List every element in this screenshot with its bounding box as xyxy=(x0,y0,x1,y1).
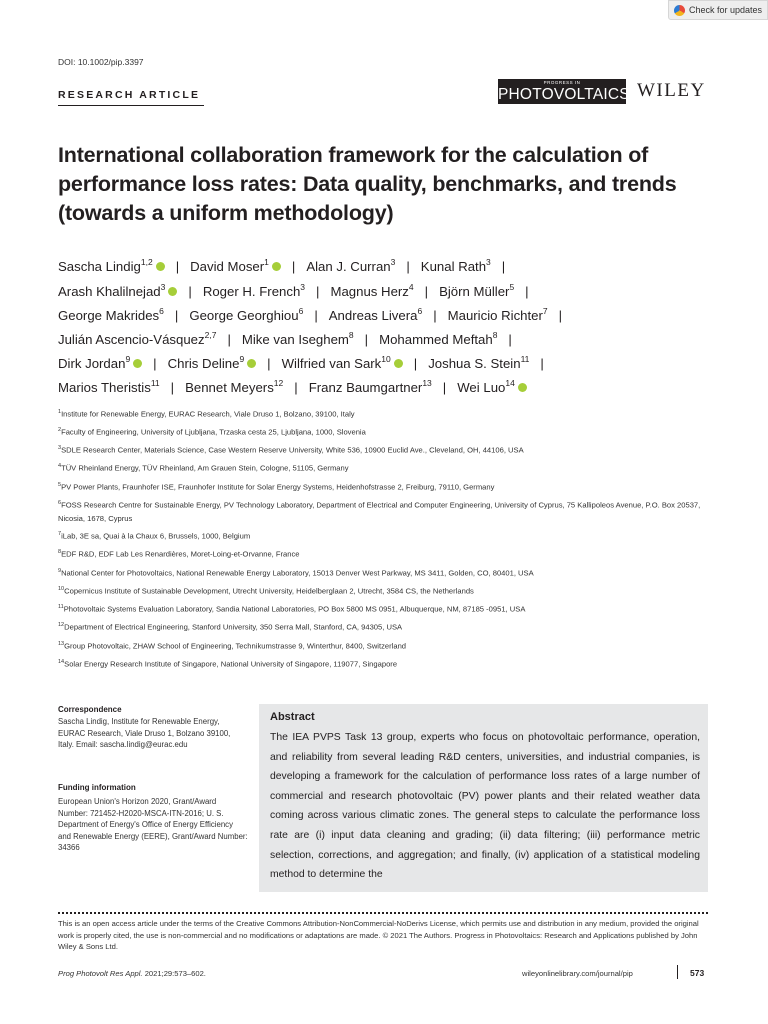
author-affiliation-marker: 3 xyxy=(160,282,166,292)
author-separator: | xyxy=(406,259,410,275)
author-name[interactable] xyxy=(58,332,216,347)
author-line xyxy=(58,258,516,274)
author-separator: | xyxy=(442,380,447,396)
author-separator: | xyxy=(188,284,192,300)
affiliation-number: 9 xyxy=(58,568,62,574)
author-affiliation-marker: 2,7 xyxy=(204,330,217,340)
affiliation-text: Group Photovoltaic, ZHAW School of Engineering, Technikumstrasse 9, Winterthur, 8400, Switzerland xyxy=(64,641,407,651)
affiliation-number: 5 xyxy=(58,482,62,488)
section-rule xyxy=(58,105,204,106)
author-affiliation-marker: 5 xyxy=(509,282,515,292)
author-name[interactable] xyxy=(242,332,354,347)
author-affiliation-marker: 3 xyxy=(390,257,396,267)
affiliation-number: 11 xyxy=(58,604,64,610)
author-name[interactable] xyxy=(309,380,432,395)
author-name[interactable] xyxy=(58,308,164,323)
affiliation-text: Solar Energy Research Institute of Singapore, National University of Singapore, 119077, Singapore xyxy=(64,659,398,669)
affiliation-text: Department of Electrical Engineering, Stanford University, 350 Serra Mall, Stanford, CA, 94305, USA xyxy=(64,622,403,632)
author-separator: | xyxy=(508,332,512,348)
author-name[interactable] xyxy=(306,259,395,274)
author-affiliation-marker: 1,2 xyxy=(140,257,153,267)
author-name-text: Mohammed Meftah xyxy=(379,332,493,348)
affiliation-number: 3 xyxy=(58,445,62,451)
correspondence-body: Sascha Lindig, Institute for Renewable Energy, EURAC Research, Viale Druso 1, Bolzano 39100, Italy. Email: sascha.lindig@eurac.edu xyxy=(58,717,231,749)
author-affiliation-marker: 11 xyxy=(520,354,530,364)
affiliation-number: 12 xyxy=(58,622,65,628)
author-affiliation-marker: 1 xyxy=(264,257,269,267)
author-affiliation-marker: 6 xyxy=(298,306,304,316)
author-name-text: Alan J. Curran xyxy=(306,259,391,275)
affiliation-text: National Center for Photovoltaics, National Renewable Energy Laboratory, 15013 Denver West Parkway, MS 3411, Golden, CO, 80401, USA xyxy=(61,568,534,578)
author-separator: | xyxy=(364,332,369,348)
author-affiliation-marker: 3 xyxy=(486,257,491,267)
affiliation-text: Faculty of Engineering, University of Ljubljana, Trzaska cesta 25, Ljubljana, 1000, Slovenia xyxy=(61,427,366,437)
author-name-text: Sascha Lindig xyxy=(58,259,141,275)
affiliation-item xyxy=(58,583,708,598)
author-name[interactable] xyxy=(379,332,497,347)
affiliation-text: FOSS Research Centre for Sustainable Energy, PV Technology Laboratory, Department of Electrical and Computer Engineering, University of Cyprus, 75 Kallipoleos Avenue, P.O. Box 20537, Nicosia, 1678, Cyprus xyxy=(58,500,701,523)
affiliation-item xyxy=(58,479,708,494)
author-affiliation-marker: 4 xyxy=(408,282,414,292)
orcid-icon[interactable] xyxy=(247,359,256,368)
author-separator: | xyxy=(413,356,418,372)
publisher-logo: WILEY xyxy=(637,80,706,101)
author-affiliation-marker: 8 xyxy=(492,330,498,340)
abstract-heading: Abstract xyxy=(270,711,315,723)
abstract-body: The IEA PVPS Task 13 group, experts who focus on photovoltaic performance, operation, and reliability from several leading R&D centers, universities, and industrial companies, is developing a framework for the calculation of performance loss rates of a large number of commercial and research photovoltaic (PV) power plants and their related weather data coming across various climatic zones. The general steps to calculate the performance loss rate are (i) input data cleaning and grading; (ii) data filtering; (iii) performance metric selection, corrections, and aggregation; and finally, (iv) application of a statistical modeling method to determine the xyxy=(270,732,700,881)
author-name[interactable] xyxy=(185,380,283,395)
author-separator: | xyxy=(291,259,296,275)
author-name-text: Franz Baumgartner xyxy=(308,380,423,396)
author-separator: | xyxy=(227,332,231,348)
orcid-icon[interactable] xyxy=(133,359,142,368)
author-name-text: George Georghiou xyxy=(189,308,299,324)
author-name[interactable] xyxy=(203,284,305,299)
footer-citation xyxy=(58,969,206,978)
author-name[interactable] xyxy=(421,259,491,274)
affiliation-item xyxy=(58,565,708,580)
author-separator: | xyxy=(153,356,157,372)
author-affiliation-marker: 3 xyxy=(300,282,306,292)
author-affiliation-marker: 6 xyxy=(417,306,423,316)
orcid-icon[interactable] xyxy=(156,262,165,271)
author-name[interactable] xyxy=(457,380,527,395)
license-divider xyxy=(58,912,708,914)
journal-logo-big: PHOTOVOLTAICS xyxy=(498,86,630,103)
affiliation-text: EDF R&D, EDF Lab Les Renardières, Moret-Loing-et-Orvanne, France xyxy=(61,549,300,559)
doi: DOI: 10.1002/pip.3397 xyxy=(58,57,144,67)
author-separator: | xyxy=(424,284,429,300)
author-name[interactable] xyxy=(428,356,529,371)
section-label: RESEARCH ARTICLE xyxy=(58,89,201,101)
affiliation-text: Photovoltaic Systems Evaluation Laboratory, Sandia National Laboratories, PO Box 5800 MS 0951, Albuquerque, NM, 87185 -0951, USA xyxy=(63,604,526,614)
author-separator: | xyxy=(316,284,320,300)
author-separator: | xyxy=(170,380,175,396)
author-name-text: Mike van Iseghem xyxy=(241,332,349,348)
author-name-text: Chris Deline xyxy=(167,356,240,372)
check-for-updates-label: Check for updates xyxy=(689,5,763,15)
footer-volume: 2021;29:573–602. xyxy=(144,969,206,978)
author-name-text: Kunal Rath xyxy=(420,259,487,275)
author-name-text: Bennet Meyers xyxy=(185,380,274,396)
orcid-icon[interactable] xyxy=(394,359,403,368)
affiliation-text: Copernicus Institute of Sustainable Development, Utrecht University, Heidelberglaan 2, Utrecht, 3584 CS, the Netherlands xyxy=(64,586,474,596)
author-name[interactable] xyxy=(190,259,281,274)
author-name[interactable] xyxy=(58,356,142,371)
page-number: 573 xyxy=(690,968,705,978)
author-line xyxy=(58,379,527,395)
affiliation-item xyxy=(58,442,708,457)
check-for-updates-button[interactable] xyxy=(668,0,768,20)
author-name[interactable] xyxy=(330,284,413,299)
affiliation-item xyxy=(58,546,708,561)
funding-body: European Union's Horizon 2020, Grant/Award Number: 721452-H2020-MSCA-ITN-2016; U. S. Department of Energy's Office of Energy Efficiency and Renewable Energy (EERE), Grant/Award Number: 34366 xyxy=(58,797,248,852)
author-line xyxy=(58,355,555,371)
author-name[interactable] xyxy=(448,308,548,323)
author-name-text: David Moser xyxy=(190,259,265,275)
affiliation-item xyxy=(58,601,708,616)
author-name-text: Arash Khalilnejad xyxy=(58,284,161,300)
affiliation-text: Institute for Renewable Energy, EURAC Research, Viale Druso 1, Bolzano, 39100, Italy xyxy=(61,409,355,419)
author-separator: | xyxy=(501,259,506,275)
affiliation-item xyxy=(58,497,708,525)
author-affiliation-marker: 11 xyxy=(150,378,160,388)
author-line xyxy=(58,307,573,323)
article-title: International collaboration framework for the calculation of performance loss rates: Data quality, benchmarks, and trends (towards a uniform methodology) xyxy=(58,143,677,225)
author-name[interactable] xyxy=(439,284,514,299)
author-affiliation-marker: 9 xyxy=(125,354,131,364)
footer-url[interactable]: wileyonlinelibrary.com/journal/pip xyxy=(522,969,633,978)
author-name-text: Björn Müller xyxy=(439,284,510,300)
author-name[interactable] xyxy=(189,308,303,323)
affiliation-number: 6 xyxy=(58,500,62,506)
affiliation-text: SDLE Research Center, Materials Science, Case Western Reserve University, White 536, 10900 Euclid Ave., Cleveland, OH, 44106, USA xyxy=(61,445,524,455)
author-affiliation-marker: 6 xyxy=(159,306,164,316)
author-name-text: Joshua S. Stein xyxy=(428,356,521,372)
author-affiliation-marker: 8 xyxy=(348,330,354,340)
affiliation-item xyxy=(58,619,708,634)
affiliation-text: PV Power Plants, Fraunhofer ISE, Fraunhofer Institute for Solar Energy Systems, Heidenhofstrasse 2, Freiburg, 79110, Germany xyxy=(61,482,495,492)
author-separator: | xyxy=(174,308,179,324)
author-name-text: Andreas Livera xyxy=(328,308,418,324)
author-separator: | xyxy=(525,284,529,300)
author-separator: | xyxy=(558,308,563,324)
author-separator: | xyxy=(433,308,437,324)
affiliation-number: 10 xyxy=(58,586,65,592)
affiliation-item xyxy=(58,528,708,543)
author-line xyxy=(58,331,523,347)
orcid-icon[interactable] xyxy=(272,262,281,271)
author-name-text: Roger H. French xyxy=(202,284,301,300)
author-name-text: Julián Ascencio-Vásquez xyxy=(58,332,205,348)
author-affiliation-marker: 10 xyxy=(381,354,391,364)
author-affiliation-marker: 14 xyxy=(505,378,515,388)
author-name-text: Magnus Herz xyxy=(330,284,409,300)
affiliation-number: 13 xyxy=(58,641,65,647)
affiliation-number: 8 xyxy=(58,549,62,555)
affiliation-item xyxy=(58,406,708,421)
author-name[interactable] xyxy=(282,356,403,371)
author-name[interactable] xyxy=(58,380,160,395)
author-separator: | xyxy=(294,380,298,396)
crossmark-icon xyxy=(674,5,685,16)
author-affiliation-marker: 9 xyxy=(239,354,245,364)
affiliation-text: iLab, 3E sa, Quai à la Chaux 6, Brussels, 1000, Belgium xyxy=(61,531,251,541)
author-separator: | xyxy=(175,259,180,275)
journal-logo-small: PROGRESS IN xyxy=(543,80,581,85)
author-affiliation-marker: 7 xyxy=(542,306,548,316)
author-name[interactable] xyxy=(168,356,257,371)
affiliation-number: 2 xyxy=(58,427,62,433)
author-name-text: Wei Luo xyxy=(457,380,506,396)
affiliation-item xyxy=(58,460,708,475)
author-separator: | xyxy=(314,308,318,324)
author-separator: | xyxy=(540,356,544,372)
author-name[interactable] xyxy=(58,284,177,299)
affiliation-item xyxy=(58,424,708,439)
author-name-text: Dirk Jordan xyxy=(58,356,126,372)
affiliation-text: TÜV Rheinland Energy, TÜV Rheinland, Am Grauen Stein, Cologne, 51105, Germany xyxy=(61,463,349,473)
author-name-text: Wilfried van Sark xyxy=(281,356,382,372)
author-separator: | xyxy=(267,356,271,372)
affiliation-number: 1 xyxy=(58,409,62,415)
author-name-text: Marios Theristis xyxy=(58,380,151,396)
orcid-icon[interactable] xyxy=(168,287,177,296)
affiliation-number: 14 xyxy=(58,659,65,665)
journal-logo xyxy=(498,79,630,104)
author-line xyxy=(58,283,540,299)
author-name-text: Mauricio Richter xyxy=(447,308,543,324)
correspondence-heading: Correspondence xyxy=(58,705,122,714)
affiliation-item xyxy=(58,638,708,653)
footer-divider xyxy=(677,965,678,979)
affiliation-number: 7 xyxy=(58,531,62,537)
author-affiliation-marker: 12 xyxy=(273,378,284,388)
affiliation-item xyxy=(58,656,708,671)
license-text: This is an open access article under the terms of the Creative Commons Attribution-NonCommercial-NoDerivs License, which permits use and distribution in any medium, provided the original work is properly cited, the use is non-commercial and no modifications or adaptations are made. © 2021 The Authors. Progress in Photovoltaics: Research and Applications published by John Wiley & Sons Ltd. xyxy=(58,919,699,951)
author-name-text: George Makrides xyxy=(58,308,160,324)
author-name[interactable] xyxy=(58,259,165,274)
funding-heading: Funding information xyxy=(58,783,136,792)
author-affiliation-marker: 13 xyxy=(422,378,432,388)
affiliation-number: 4 xyxy=(58,463,62,469)
orcid-icon[interactable] xyxy=(518,383,527,392)
footer-journal: Prog Photovolt Res Appl. xyxy=(58,969,143,978)
author-name[interactable] xyxy=(329,308,422,323)
